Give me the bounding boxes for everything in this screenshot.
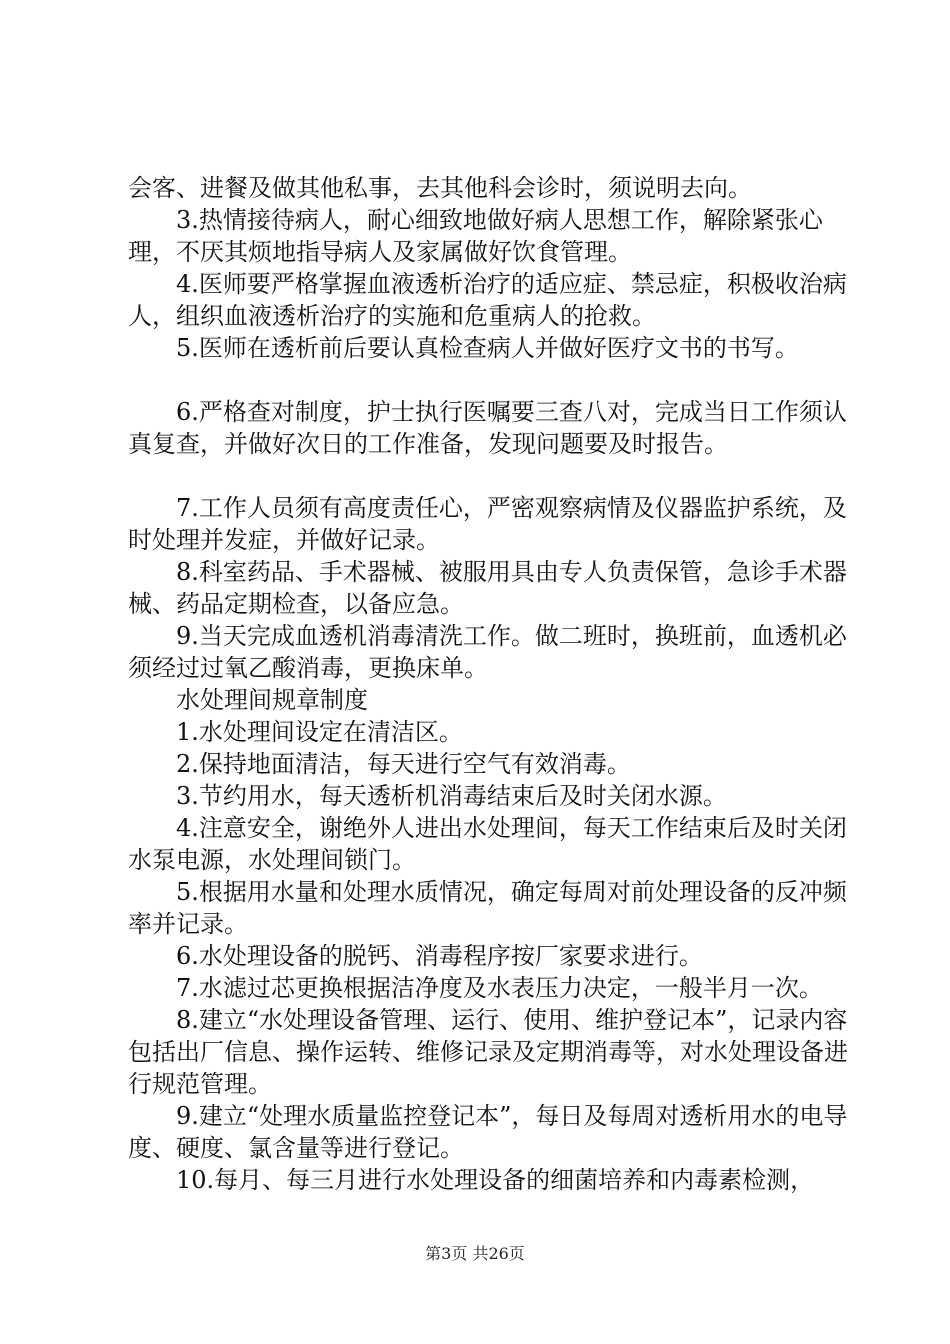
water-rule-4: 4.注意安全，谢绝外人进出水处理间，每天工作结束后及时关闭水泵电源，水处理间锁门。 bbox=[128, 814, 847, 874]
paragraph-continuation: 会客、进餐及做其他私事，去其他科会诊时，须说明去向。 bbox=[128, 174, 752, 202]
water-rule-2: 2.保持地面清洁，每天进行空气有效消毒。 bbox=[176, 750, 631, 778]
water-rule-1: 1.水处理间设定在清洁区。 bbox=[176, 718, 463, 746]
paragraph-item-7: 7.工作人员须有高度责任心，严密观察病情及仪器监护系统，及时处理并发症，并做好记录。 bbox=[128, 494, 847, 554]
paragraph-item-4: 4.医师要严格掌握血液透析治疗的适应症、禁忌症，积极收治病人，组织血液透析治疗的实施和危重病人的抢救。 bbox=[128, 270, 847, 330]
paragraph-item-8: 8.科室药品、手术器械、被服用具由专人负责保管，急诊手术器械、药品定期检查，以备应急。 bbox=[128, 558, 847, 618]
water-rule-3: 3.节约用水，每天透析机消毒结束后及时关闭水源。 bbox=[176, 782, 727, 810]
page-number-footer: 第3页 共26页 bbox=[425, 1244, 525, 1263]
paragraph-item-5: 5.医师在透析前后要认真检查病人并做好医疗文书的书写。 bbox=[176, 334, 799, 362]
water-rule-9: 9.建立“处理水质量监控登记本”，每日及每周对透析用水的电导度、硬度、氯含量等进行登记。 bbox=[128, 1102, 848, 1162]
water-rule-5: 5.根据用水量和处理水质情况，确定每周对前处理设备的反冲频率并记录。 bbox=[128, 878, 847, 938]
water-rule-6: 6.水处理设备的脱钙、消毒程序按厂家要求进行。 bbox=[176, 942, 703, 970]
water-rule-8: 8.建立“水处理设备管理、运行、使用、维护登记本”，记录内容包括出厂信息、操作运转、维修记录及定期消毒等，对水处理设备进行规范管理。 bbox=[128, 1006, 848, 1098]
water-rule-10: 10.每月、每三月进行水处理设备的细菌培养和内毒素检测， bbox=[176, 1166, 815, 1194]
paragraph-item-6: 6.严格查对制度，护士执行医嘱要三查八对，完成当日工作须认真复查，并做好次日的工作准备，发现问题要及时报告。 bbox=[128, 398, 847, 458]
paragraph-item-9: 9.当天完成血透机消毒清洗工作。做二班时，换班前，血透机必须经过过氧乙酸消毒，更换床单。 bbox=[128, 622, 847, 682]
section-heading: 水处理间规章制度 bbox=[176, 686, 368, 714]
water-rule-7: 7.水滤过芯更换根据洁净度及水表压力决定，一般半月一次。 bbox=[176, 974, 823, 1002]
paragraph-item-3: 3.热情接待病人，耐心细致地做好病人思想工作，解除紧张心理，不厌其烦地指导病人及家属做好饮食管理。 bbox=[128, 206, 823, 266]
document-body bbox=[128, 172, 848, 1196]
